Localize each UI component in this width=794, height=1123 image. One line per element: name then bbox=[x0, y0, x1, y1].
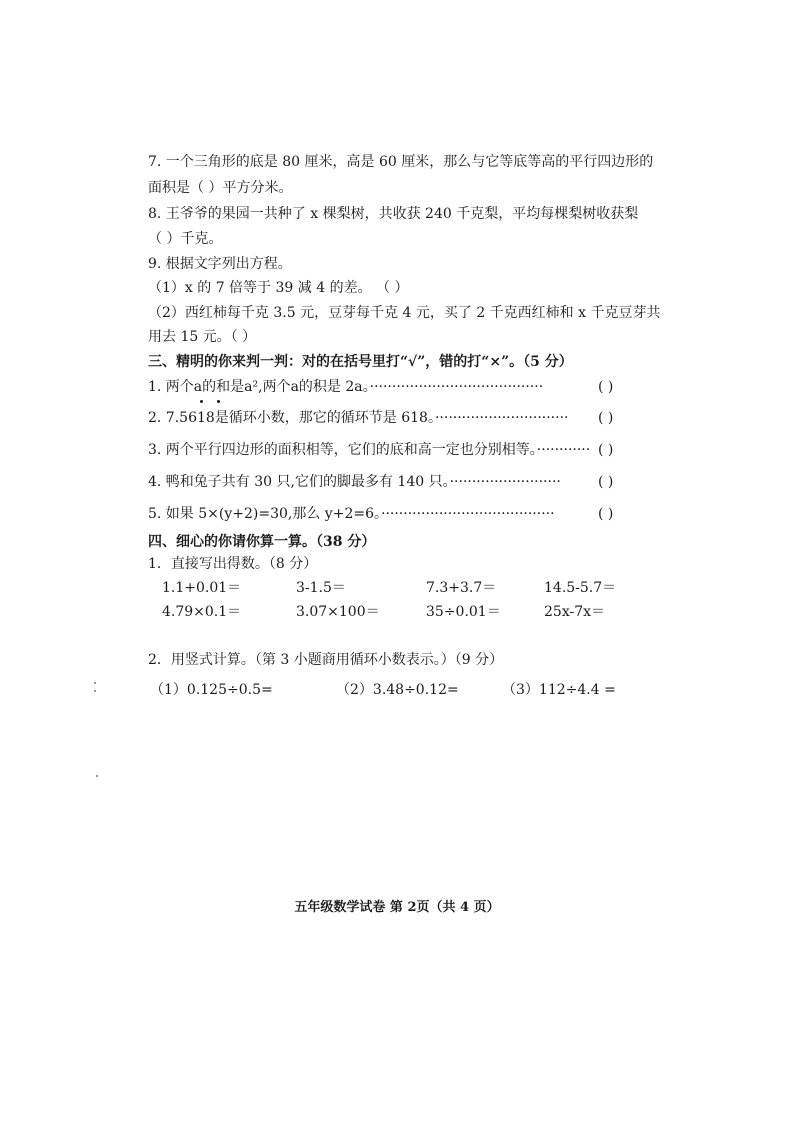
page-footer: 五年级数学试卷 第 2页（共 4 页） bbox=[294, 900, 500, 915]
tf-item-2: 2. 7.5618是循环小数，那它的循环节是 618。······························ bbox=[148, 410, 569, 426]
section3-title: 三、精明的你来判一判：对的在括号里打“√”，错的打“×”。（5 分） bbox=[148, 354, 573, 370]
calc-cell: 35÷0.01＝ bbox=[426, 604, 501, 620]
calc-cell: 14.5-5.7＝ bbox=[544, 580, 617, 596]
calc-cell: 25x-7x＝ bbox=[544, 604, 605, 620]
calc-cell: 3.07×100＝ bbox=[296, 604, 380, 620]
tf-paren-5: ( ) bbox=[598, 506, 614, 522]
q9-title: 9. 根据文字列出方程。 bbox=[148, 256, 292, 272]
tf-paren-4: ( ) bbox=[598, 474, 614, 490]
vertical-calc-item-2: （2）3.48÷0.12= bbox=[336, 682, 459, 698]
q9-item-2-line2: 用去 15 元。（ ） bbox=[148, 329, 257, 345]
vertical-calc-title: 2．用竖式计算。（第 3 小题商用循环小数表示。）（9 分） bbox=[148, 652, 504, 668]
section4-title: 四、细心的你请你算一算。（38 分） bbox=[148, 534, 376, 550]
tf-item-4: 4. 鸭和兔子共有 30 只,它们的脚最多有 140 只。························· bbox=[148, 474, 561, 490]
repeat-dot-end bbox=[217, 400, 220, 403]
tf-item-5: 5. 如果 5×(y+2)=30,那么 y+2=6。······································· bbox=[148, 506, 555, 522]
tf-item-1: 1. 两个a的和是a²,两个a的积是 2a。······································· bbox=[148, 379, 544, 395]
scan-speck bbox=[96, 775, 98, 777]
tf-paren-3: ( ) bbox=[598, 442, 614, 458]
tf-item-3: 3. 两个平行四边形的面积相等，它们的底和高一定也分别相等。············ bbox=[148, 442, 591, 458]
vertical-calc-item-1: （1）0.125÷0.5= bbox=[150, 682, 273, 698]
direct-answer-title: 1．直接写出得数。（8 分） bbox=[148, 556, 318, 572]
calc-cell: 7.3+3.7＝ bbox=[426, 580, 497, 596]
calc-cell: 3-1.5＝ bbox=[296, 580, 346, 596]
q8-line2: （ ）千克。 bbox=[148, 231, 223, 247]
q7-line1: 7. 一个三角形的底是 80 厘米，高是 60 厘米，那么与它等底等高的平行四边形的 bbox=[148, 154, 654, 170]
q9-item-2-line1: （2）西红柿每千克 3.5 元，豆芽每千克 4 元，买了 2 千克西红柿和 x 千克豆芽共 bbox=[148, 305, 661, 321]
tf-paren-1: ( ) bbox=[598, 379, 614, 395]
q8-line1: 8. 王爷爷的果园一共种了 x 棵梨树，共收获 240 千克梨，平均每棵梨树收获梨 bbox=[148, 206, 639, 222]
calc-cell: 1.1+0.01＝ bbox=[162, 580, 242, 596]
q9-item-1: （1）x 的 7 倍等于 39 减 4 的差。 （ ） bbox=[148, 280, 409, 296]
scan-speck bbox=[94, 690, 96, 692]
q7-line2: 面积是（ ）平方分米。 bbox=[148, 180, 293, 196]
tf-paren-2: ( ) bbox=[598, 410, 614, 426]
vertical-calc-item-3: （3）112÷4.4 = bbox=[502, 682, 616, 698]
calc-cell: 4.79×0.1＝ bbox=[162, 604, 242, 620]
scan-speck bbox=[94, 682, 96, 684]
repeat-dot-start bbox=[200, 400, 203, 403]
